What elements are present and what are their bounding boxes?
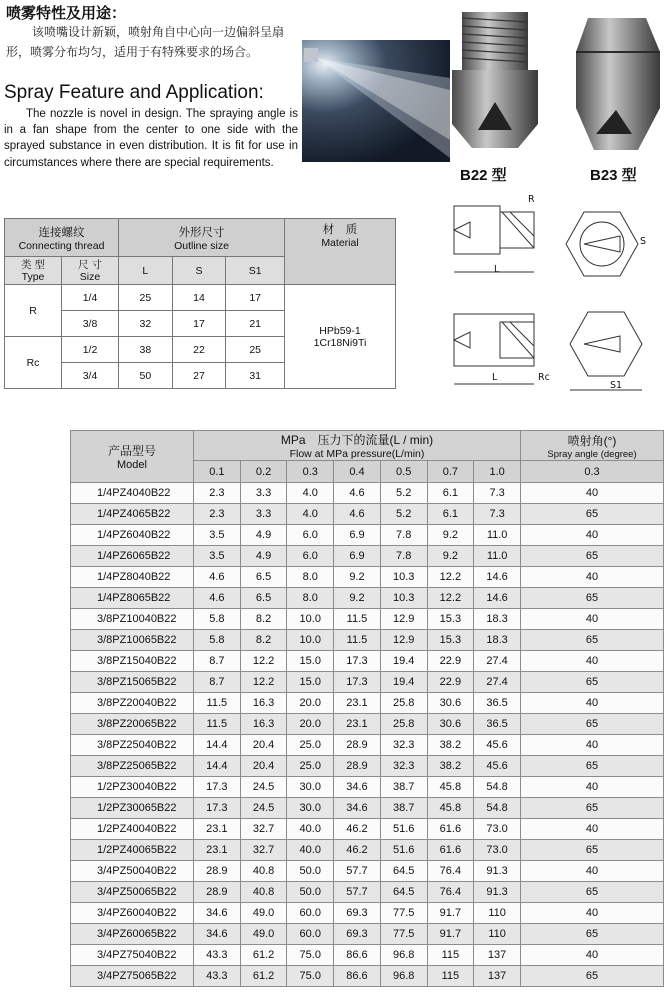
flow-cell: 12.2	[427, 567, 474, 588]
model-cell: 3/4PZ75065B22	[71, 966, 194, 987]
model-cell: 1/2PZ30065B22	[71, 798, 194, 819]
flow-cell: 96.8	[380, 945, 427, 966]
flow-cell: 77.5	[380, 903, 427, 924]
flow-cell: 34.6	[194, 903, 241, 924]
s1-cell: 31	[226, 363, 285, 389]
flow-cell: 18.3	[474, 609, 521, 630]
flow-cell: 4.6	[194, 588, 241, 609]
flow-cell: 34.6	[194, 924, 241, 945]
flow-cell: 25.0	[287, 735, 334, 756]
flow-cell: 54.8	[474, 798, 521, 819]
flow-cell: 5.2	[380, 504, 427, 525]
flow-cell: 3.3	[240, 483, 287, 504]
flow-cell: 6.9	[334, 546, 381, 567]
flow-cell: 14.6	[474, 567, 521, 588]
table-row	[71, 735, 664, 756]
flow-cell: 4.9	[240, 546, 287, 567]
flow-cell: 9.2	[334, 567, 381, 588]
flow-cell: 27.4	[474, 651, 521, 672]
flow-cell: 25.8	[380, 693, 427, 714]
flow-cell: 8.7	[194, 651, 241, 672]
flow-cell: 11.0	[474, 525, 521, 546]
flow-cell: 17.3	[194, 777, 241, 798]
outline-size-table-body	[4, 218, 396, 389]
size-cell: 1/4	[62, 285, 119, 311]
table-row	[71, 630, 664, 651]
flow-cell: 61.2	[240, 945, 287, 966]
angle-cell: 65	[521, 924, 664, 945]
flow-cell: 51.6	[380, 819, 427, 840]
b23-nozzle-photo	[572, 12, 664, 152]
flow-cell: 20.4	[240, 756, 287, 777]
flow-cell: 2.3	[194, 504, 241, 525]
angle-cell: 40	[521, 861, 664, 882]
angle-cell: 40	[521, 945, 664, 966]
l-cell: 32	[119, 311, 173, 337]
flow-cell: 23.1	[334, 693, 381, 714]
flow-cell: 28.9	[334, 756, 381, 777]
flow-cell: 40.0	[287, 819, 334, 840]
type-cell: 类 型 Type	[5, 257, 62, 285]
chinese-description: 该喷嘴设计新颖，喷射角自中心向一边偏斜呈扇形，喷雾分布均匀，适用于有特殊要求的场合。	[6, 25, 285, 59]
flow-cell: 137	[474, 945, 521, 966]
flow-cell: 91.3	[474, 882, 521, 903]
angle-cell: 40	[521, 567, 664, 588]
flow-cell: 14.6	[474, 588, 521, 609]
flow-cell: 11.5	[334, 609, 381, 630]
model-cell: 3/8PZ10040B22	[71, 609, 194, 630]
flow-cell: 57.7	[334, 861, 381, 882]
english-description: The nozzle is novel in design. The spraying angle is in a fan shape from the center to one side with the sprayed substance in even distribution. It is fit for use in circumstances where there are special requirements.	[4, 108, 298, 169]
flow-cell: 18.3	[474, 630, 521, 651]
flow-cell: 36.5	[474, 693, 521, 714]
flow-cell: 10.3	[380, 588, 427, 609]
flow-cell: 15.0	[287, 672, 334, 693]
material-values: HPb59-1 1Cr18Ni9Ti	[285, 285, 396, 389]
flow-cell: 9.2	[427, 525, 474, 546]
angle-cell: 40	[521, 735, 664, 756]
flow-cell: 11.5	[194, 714, 241, 735]
flow-cell: 5.8	[194, 609, 241, 630]
model-cell: 3/8PZ25065B22	[71, 756, 194, 777]
flow-cell: 5.2	[380, 483, 427, 504]
table-row	[71, 882, 664, 903]
angle-cell: 65	[521, 672, 664, 693]
flow-cell: 45.8	[427, 798, 474, 819]
flow-cell: 3.3	[240, 504, 287, 525]
flow-cell: 49.0	[240, 903, 287, 924]
flow-cell: 30.0	[287, 798, 334, 819]
size-cell: 3/8	[62, 311, 119, 337]
drawing-label-r: R	[528, 194, 535, 205]
flow-cell: 16.3	[240, 693, 287, 714]
flow-cell: 9.2	[334, 588, 381, 609]
flow-cell: 96.8	[380, 966, 427, 987]
angle-cell: 65	[521, 798, 664, 819]
flow-cell: 61.6	[427, 819, 474, 840]
flow-cell: 30.6	[427, 693, 474, 714]
flow-cell: 15.3	[427, 609, 474, 630]
b22-label: B22 型	[460, 167, 507, 184]
flow-cell: 40.8	[240, 861, 287, 882]
l-cell: 25	[119, 285, 173, 311]
flow-cell: 12.9	[380, 630, 427, 651]
model-cell: 3/4PZ50065B22	[71, 882, 194, 903]
flow-cell: 8.0	[287, 588, 334, 609]
table-row	[71, 819, 664, 840]
flow-cell: 12.2	[240, 651, 287, 672]
table-row	[71, 903, 664, 924]
flow-cell: 22.9	[427, 651, 474, 672]
flow-cell: 20.0	[287, 714, 334, 735]
flow-cell: 15.3	[427, 630, 474, 651]
flow-cell: 73.0	[474, 819, 521, 840]
model-cell: 3/8PZ15040B22	[71, 651, 194, 672]
flow-cell: 12.9	[380, 609, 427, 630]
drawing-label-l: L	[494, 264, 500, 275]
table-row	[71, 504, 664, 525]
flow-cell: 51.6	[380, 840, 427, 861]
flow-cell: 91.7	[427, 903, 474, 924]
flow-cell: 60.0	[287, 924, 334, 945]
flow-cell: 43.3	[194, 945, 241, 966]
table-row	[71, 483, 664, 504]
model-cell: 3/4PZ75040B22	[71, 945, 194, 966]
flow-cell: 17.3	[334, 651, 381, 672]
flow-cell: 64.5	[380, 882, 427, 903]
drawing-label-s1: S1	[610, 380, 623, 391]
flow-cell: 11.5	[194, 693, 241, 714]
model-cell: 3/8PZ20065B22	[71, 714, 194, 735]
flow-cell: 45.6	[474, 735, 521, 756]
outline-size-cell: 外形尺寸 Outline size	[119, 219, 285, 257]
flow-cell: 14.4	[194, 735, 241, 756]
table-row	[71, 714, 664, 735]
angle-cell: 40	[521, 483, 664, 504]
model-cell: 3/4PZ60040B22	[71, 903, 194, 924]
table-row	[71, 588, 664, 609]
angle-cell: 40	[521, 903, 664, 924]
flow-cell: 28.9	[194, 861, 241, 882]
table-row	[71, 777, 664, 798]
model-cell: 3/8PZ20040B22	[71, 693, 194, 714]
angle-cell: 40	[521, 777, 664, 798]
drawing-label-rc: Rc	[538, 372, 550, 383]
pressure-header: 0.5	[380, 461, 427, 483]
flow-header: MPa 压力下的流量(L / min) Flow at MPa pressure(L/min)	[194, 431, 521, 461]
angle-cell: 65	[521, 546, 664, 567]
s-cell: 17	[172, 311, 226, 337]
angle-cell: 40	[521, 525, 664, 546]
drawing-label-l-b23: L	[492, 372, 498, 383]
flow-cell: 115	[427, 945, 474, 966]
size-cell: 尺 寸 Size	[62, 257, 119, 285]
flow-cell: 38.2	[427, 756, 474, 777]
l-cell: 38	[119, 337, 173, 363]
s-cell: 27	[172, 363, 226, 389]
flow-cell: 6.0	[287, 525, 334, 546]
flow-cell: 10.0	[287, 630, 334, 651]
flow-cell: 61.6	[427, 840, 474, 861]
s1-col-header: S1	[226, 257, 285, 285]
flow-cell: 77.5	[380, 924, 427, 945]
angle-cell: 40	[521, 819, 664, 840]
flow-cell: 30.6	[427, 714, 474, 735]
table-row	[71, 945, 664, 966]
flow-cell: 6.9	[334, 525, 381, 546]
model-cell: 3/8PZ10065B22	[71, 630, 194, 651]
flow-cell: 19.4	[380, 672, 427, 693]
b22-side-drawing	[440, 192, 540, 288]
flow-cell: 28.9	[194, 882, 241, 903]
size-cell: 1/2	[62, 337, 119, 363]
model-cell: 1/2PZ40040B22	[71, 819, 194, 840]
flow-cell: 8.0	[287, 567, 334, 588]
english-title: Spray Feature and Application:	[4, 82, 264, 103]
flow-cell: 32.3	[380, 735, 427, 756]
model-cell: 1/2PZ30040B22	[71, 777, 194, 798]
flow-cell: 25.8	[380, 714, 427, 735]
flow-cell: 60.0	[287, 903, 334, 924]
flow-cell: 73.0	[474, 840, 521, 861]
angle-cell: 65	[521, 504, 664, 525]
flow-cell: 45.8	[427, 777, 474, 798]
angle-cell: 65	[521, 714, 664, 735]
flow-cell: 14.4	[194, 756, 241, 777]
l-col-header: L	[119, 257, 173, 285]
flow-cell: 17.3	[194, 798, 241, 819]
angle-cell: 65	[521, 882, 664, 903]
flow-cell: 7.8	[380, 525, 427, 546]
flow-cell: 17.3	[334, 672, 381, 693]
model-cell: 1/4PZ8040B22	[71, 567, 194, 588]
angle-cell: 65	[521, 840, 664, 861]
flow-cell: 3.5	[194, 546, 241, 567]
b23-label: B23 型	[590, 167, 637, 184]
flow-cell: 22.9	[427, 672, 474, 693]
flow-cell: 91.7	[427, 924, 474, 945]
flow-cell: 110	[474, 903, 521, 924]
flow-cell: 50.0	[287, 861, 334, 882]
flow-cell: 15.0	[287, 651, 334, 672]
angle-cell: 65	[521, 756, 664, 777]
size-cell: 3/4	[62, 363, 119, 389]
flow-cell: 54.8	[474, 777, 521, 798]
model-cell: 1/2PZ40065B22	[71, 840, 194, 861]
flow-cell: 49.0	[240, 924, 287, 945]
angle-cell: 40	[521, 651, 664, 672]
flow-cell: 86.6	[334, 945, 381, 966]
table-row	[71, 567, 664, 588]
flow-cell: 23.1	[334, 714, 381, 735]
flow-cell: 32.7	[240, 819, 287, 840]
angle-cell: 40	[521, 693, 664, 714]
angle-cell: 65	[521, 966, 664, 987]
flow-cell: 16.3	[240, 714, 287, 735]
flow-cell: 11.0	[474, 546, 521, 567]
flow-cell: 4.0	[287, 483, 334, 504]
table-row	[71, 924, 664, 945]
flow-cell: 34.6	[334, 777, 381, 798]
s1-cell: 17	[226, 285, 285, 311]
angle-header: 喷射角(°) Spray angle (degree)	[521, 431, 664, 461]
b23-side-drawing	[440, 300, 540, 396]
flow-cell: 24.5	[240, 777, 287, 798]
flow-cell: 57.7	[334, 882, 381, 903]
model-cell: 3/8PZ15065B22	[71, 672, 194, 693]
flow-cell: 64.5	[380, 861, 427, 882]
flow-cell: 61.2	[240, 966, 287, 987]
spray-photo	[302, 40, 450, 162]
flow-cell: 5.8	[194, 630, 241, 651]
connecting-thread-cell: 连接螺纹 Connecting thread	[5, 219, 119, 257]
flow-cell: 86.6	[334, 966, 381, 987]
flow-cell: 4.0	[287, 504, 334, 525]
flow-cell: 12.2	[240, 672, 287, 693]
flow-cell: 6.5	[240, 567, 287, 588]
model-cell: 1/4PZ6040B22	[71, 525, 194, 546]
model-cell: 1/4PZ4065B22	[71, 504, 194, 525]
flow-cell: 137	[474, 966, 521, 987]
flow-cell: 91.3	[474, 861, 521, 882]
angle-cell: 65	[521, 630, 664, 651]
angle-cell: 40	[521, 609, 664, 630]
flow-cell: 6.5	[240, 588, 287, 609]
flow-cell: 32.7	[240, 840, 287, 861]
flow-cell: 7.3	[474, 504, 521, 525]
table-row	[71, 546, 664, 567]
drawing-label-s: S	[640, 236, 647, 247]
flow-cell: 45.6	[474, 756, 521, 777]
flow-cell: 23.1	[194, 819, 241, 840]
flow-cell: 20.0	[287, 693, 334, 714]
table-row	[71, 861, 664, 882]
model-header: 产品型号 Model	[71, 431, 194, 483]
type-rc: Rc	[5, 337, 62, 389]
s1-cell: 21	[226, 311, 285, 337]
flow-cell: 4.6	[334, 504, 381, 525]
flow-cell: 6.0	[287, 546, 334, 567]
flow-cell: 6.1	[427, 483, 474, 504]
flow-cell: 3.5	[194, 525, 241, 546]
pressure-header: 0.3	[287, 461, 334, 483]
flow-cell: 69.3	[334, 924, 381, 945]
flow-cell: 27.4	[474, 672, 521, 693]
flow-cell: 46.2	[334, 840, 381, 861]
flow-cell: 28.9	[334, 735, 381, 756]
table-row	[71, 651, 664, 672]
flow-cell: 34.6	[334, 798, 381, 819]
flow-cell: 38.7	[380, 798, 427, 819]
table-row	[71, 966, 664, 987]
flow-cell: 12.2	[427, 588, 474, 609]
pressure-header: 0.1	[194, 461, 241, 483]
flow-cell: 46.2	[334, 819, 381, 840]
flow-cell: 30.0	[287, 777, 334, 798]
flow-cell: 4.6	[334, 483, 381, 504]
model-cell: 1/4PZ8065B22	[71, 588, 194, 609]
flow-cell: 24.5	[240, 798, 287, 819]
flow-cell: 6.1	[427, 504, 474, 525]
table-row	[71, 609, 664, 630]
flow-cell: 43.3	[194, 966, 241, 987]
flow-cell: 9.2	[427, 546, 474, 567]
type-r: R	[5, 285, 62, 337]
b22-nozzle-photo	[448, 6, 544, 156]
table-row	[71, 756, 664, 777]
s-col-header: S	[172, 257, 226, 285]
flow-cell: 4.9	[240, 525, 287, 546]
material-cell: 材 质 Material	[285, 219, 396, 285]
angle-pressure-header: 0.3	[521, 461, 664, 483]
flow-cell: 11.5	[334, 630, 381, 651]
pressure-header: 0.4	[334, 461, 381, 483]
model-cell: 3/8PZ25040B22	[71, 735, 194, 756]
flow-cell: 10.3	[380, 567, 427, 588]
table-row	[71, 798, 664, 819]
flow-rate-table	[70, 430, 664, 987]
flow-cell: 7.8	[380, 546, 427, 567]
flow-cell: 8.7	[194, 672, 241, 693]
table-row	[71, 693, 664, 714]
model-cell: 3/4PZ60065B22	[71, 924, 194, 945]
flow-cell: 40.0	[287, 840, 334, 861]
flow-cell: 75.0	[287, 945, 334, 966]
flow-cell: 115	[427, 966, 474, 987]
flow-cell: 76.4	[427, 861, 474, 882]
flow-cell: 8.2	[240, 630, 287, 651]
flow-cell: 38.7	[380, 777, 427, 798]
flow-cell: 40.8	[240, 882, 287, 903]
pressure-header: 0.7	[427, 461, 474, 483]
model-cell: 1/4PZ4040B22	[71, 483, 194, 504]
flow-cell: 69.3	[334, 903, 381, 924]
flow-cell: 75.0	[287, 966, 334, 987]
flow-cell: 25.0	[287, 756, 334, 777]
s-cell: 22	[172, 337, 226, 363]
flow-cell: 20.4	[240, 735, 287, 756]
flow-cell: 19.4	[380, 651, 427, 672]
angle-cell: 65	[521, 588, 664, 609]
pressure-header: 0.2	[240, 461, 287, 483]
flow-cell: 8.2	[240, 609, 287, 630]
flow-cell: 36.5	[474, 714, 521, 735]
flow-cell: 76.4	[427, 882, 474, 903]
b22-front-drawing	[562, 206, 652, 282]
table-row	[71, 840, 664, 861]
model-cell: 1/4PZ6065B22	[71, 546, 194, 567]
l-cell: 50	[119, 363, 173, 389]
table-row	[71, 525, 664, 546]
table-row	[71, 672, 664, 693]
flow-cell: 23.1	[194, 840, 241, 861]
flow-cell: 32.3	[380, 756, 427, 777]
flow-cell: 7.3	[474, 483, 521, 504]
s1-cell: 25	[226, 337, 285, 363]
flow-cell: 10.0	[287, 609, 334, 630]
chinese-title: 喷雾特性及用途：	[6, 4, 127, 22]
flow-cell: 110	[474, 924, 521, 945]
flow-cell: 38.2	[427, 735, 474, 756]
model-cell: 3/4PZ50040B22	[71, 861, 194, 882]
pressure-header: 1.0	[474, 461, 521, 483]
s-cell: 14	[172, 285, 226, 311]
flow-cell: 2.3	[194, 483, 241, 504]
flow-cell: 4.6	[194, 567, 241, 588]
flow-cell: 50.0	[287, 882, 334, 903]
